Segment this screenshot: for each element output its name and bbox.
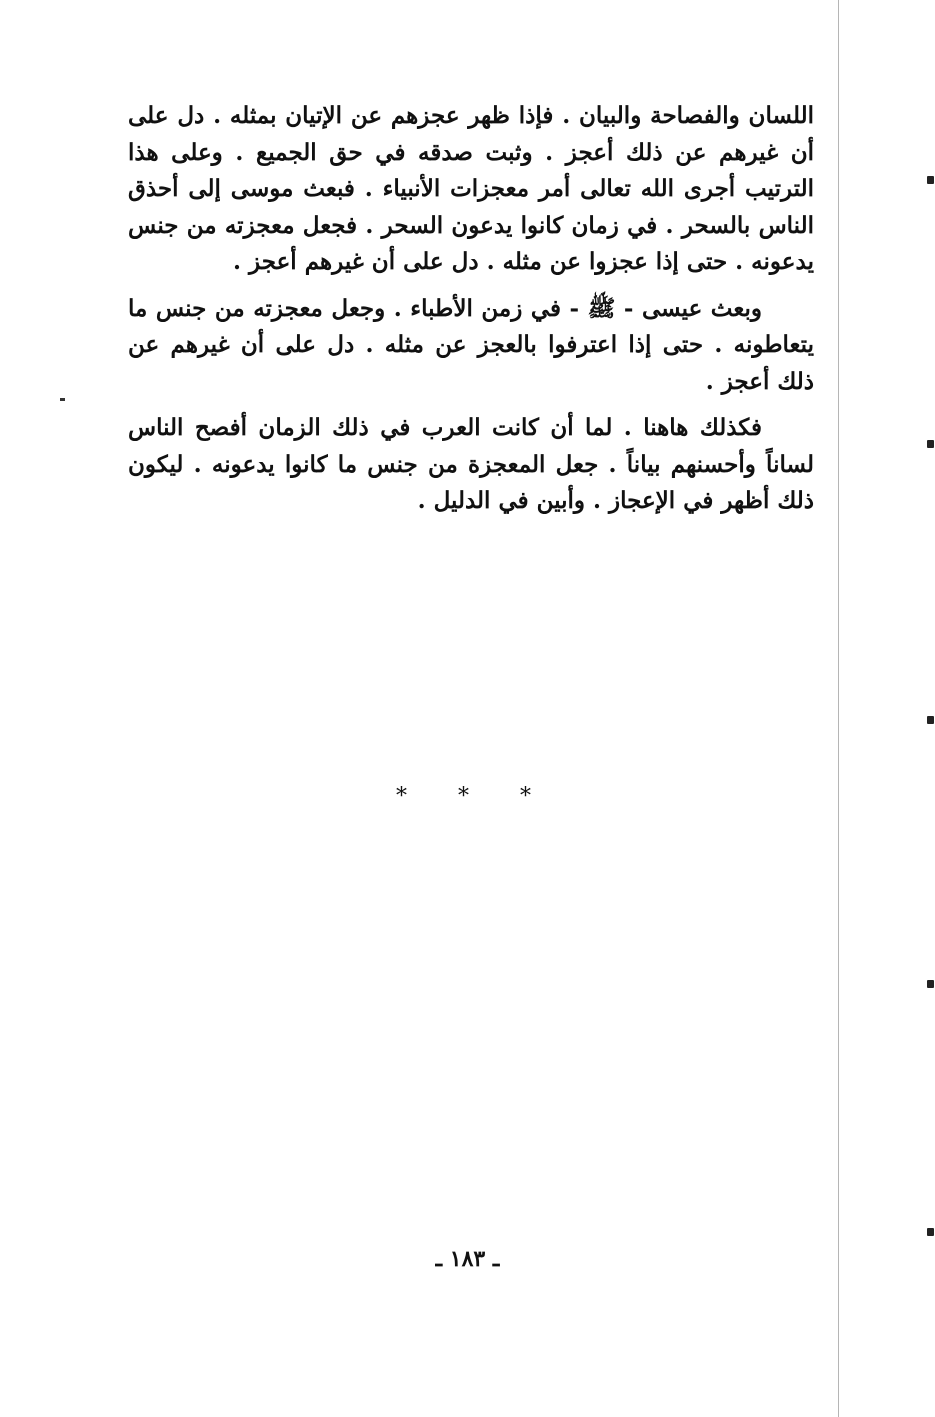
margin-mark xyxy=(927,1228,934,1236)
margin-mark xyxy=(927,980,934,988)
paragraph-3: فكذلك هاهنا . لما أن كانت العرب في ذلك الزمان أفصح الناس لساناً وأحسنهم بياناً . جعل المعجزة من جنس ما كانوا يدعونه . ليكون ذلك أظهر في الإعجاز . وأبين في الدليل . xyxy=(128,414,814,514)
paragraph-2: وبعث عيسى - ﷺ - في زمن الأطباء . وجعل معجزته من جنس ما يتعاطونه . حتى إذا اعترفوا بالعجز عن مثله . دل على أن غيرهم عن ذلك أعجز . xyxy=(128,294,814,395)
right-margin-rule xyxy=(838,0,839,1417)
paragraph-1: اللسان والفصاحة والبيان . فإذا ظهر عجزهم عن الإتيان بمثله . دل على أن غيرهم عن ذلك أعجز . وثبت صدقه في حق الجميع . وعلى هذا الترتيب أجرى الله تعالى أمر معجزات الأنبياء . فبعث موسى إلى أحذق الناس بالسحر . في زمان كانوا يدعون السحر . فجعل معجزته من جنس يدعونه . حتى إذا عجزوا عن مثله . دل على أن غيرهم أعجز . xyxy=(128,102,814,275)
margin-mark xyxy=(927,440,934,448)
scan-speck xyxy=(60,398,65,401)
margin-mark xyxy=(927,716,934,724)
margin-mark xyxy=(927,176,934,184)
page-number: ـ ١٨٣ ـ xyxy=(435,1246,500,1272)
section-separator: * * * xyxy=(396,784,553,809)
body-text xyxy=(128,98,814,520)
